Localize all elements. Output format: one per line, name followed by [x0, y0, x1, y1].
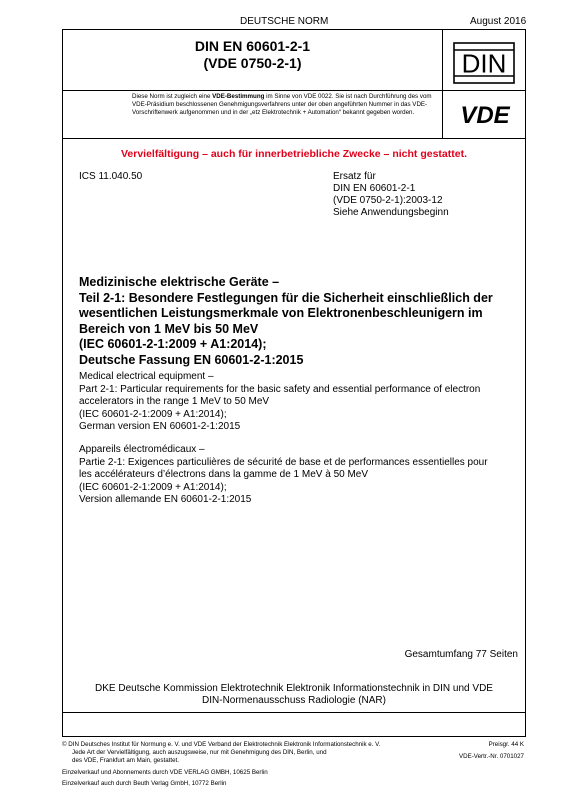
title-german-line: (IEC 60601-2-1:2009 + A1:2014); [79, 337, 267, 351]
divider-line [62, 138, 526, 139]
vde-note-text: im Sinne von VDE 0022. Sie ist nach Durchführung des vom VDE-Präsidium beschlossenen Genehmigungsverfahrens unter der oben angeführten Nummer in das VDE-Vorschriftenwerk aufgenommen und in der „etz Elektrotechnik + Automation“ bekannt gegeben worden. [132, 93, 432, 116]
copyright-notice [62, 741, 462, 765]
title-german-line: wesentlichen Leistungsmerkmale von Elektronenbeschleunigern im [79, 306, 483, 320]
vde-classification: (VDE 0750-2-1) [203, 55, 302, 71]
din-logo-icon [453, 42, 515, 84]
application-note: Siehe Anwendungsbeginn [333, 207, 449, 218]
issue-date: August 2016 [470, 16, 527, 27]
vde-note-emphasis: VDE-Bestimmung [212, 93, 265, 100]
copyright-line: des VDE, Frankfurt am Main, gestattet. [72, 757, 179, 764]
committee-line: DIN-Normenausschuss Radiologie (NAR) [202, 695, 386, 706]
replaced-vde-edition: (VDE 0750-2-1):2003-12 [333, 195, 443, 206]
title-french-line: les accélérateurs d’électrons dans la gamme de 1 MeV à 50 MeV [79, 469, 369, 480]
replaced-standard: DIN EN 60601-2-1 [333, 183, 416, 194]
sales-info: Einzelverkauf auch durch Beuth Verlag GmbH, 10772 Berlin [62, 780, 227, 787]
divider-line [62, 90, 526, 91]
title-french-line: Version allemande EN 60601-2-1:2015 [79, 494, 252, 505]
vde-logo-text: VDE [460, 102, 510, 126]
replacement-label: Ersatz für [333, 171, 376, 182]
title-english-line: Medical electrical equipment – [79, 371, 214, 382]
norm-type-label: DEUTSCHE NORM [240, 16, 329, 27]
title-french-line: (IEC 60601-2-1:2009 + A1:2014); [79, 481, 227, 493]
title-german-line: Deutsche Fassung EN 60601-2-1:2015 [79, 352, 304, 367]
title-german-line: Teil 2-1: Besondere Festlegungen für die Sicherheit einschließlich der [79, 290, 493, 305]
price-group: Preisgr. 44 K [488, 741, 524, 748]
designation-number: DIN EN 60601-2-1 [194, 38, 311, 54]
committee-line: DKE Deutsche Kommission Elektrotechnik Elektronik Informationstechnik in DIN und VDE [95, 683, 493, 694]
title-german-line: Bereich von 1 MeV bis 50 MeV [79, 321, 259, 336]
title-english-line: accelerators in the range 1 MeV to 50 MeV [79, 396, 270, 407]
title-french-line: Partie 2-1: Exigences particulières de sécurité de base et de performances essentielles pour [79, 456, 488, 468]
title-english [79, 371, 519, 434]
vde-order-number: VDE-Vertr.-Nr. 0701027 [459, 753, 524, 760]
vde-logo-icon [452, 102, 518, 126]
title-french [79, 444, 519, 507]
vde-note [132, 93, 434, 117]
copyright-line: Jede Art der Vervielfältigung, auch auszugsweise, nur mit Genehmigung des DIN, Berlin, und [72, 749, 327, 756]
sales-info: Einzelverkauf und Abonnements durch VDE VERLAG GMBH, 10625 Berlin [62, 769, 268, 776]
divider-line [62, 712, 526, 713]
din-logo-text: DIN [461, 48, 507, 79]
title-english-line: Part 2-1: Particular requirements for the basic safety and essential performance of electron [79, 383, 481, 395]
vde-note-text: Diese Norm ist zugleich eine [132, 93, 213, 100]
logo-column-divider [442, 29, 443, 138]
title-english-line: (IEC 60601-2-1:2009 + A1:2014); [79, 408, 227, 420]
title-german-line: Medizinische elektrische Geräte – [79, 275, 280, 289]
title-french-line: Appareils électromédicaux – [79, 444, 205, 455]
total-pages: Gesamtumfang 77 Seiten [404, 649, 518, 660]
title-german [79, 275, 519, 368]
copy-warning: Vervielfältigung – auch für innerbetriebliche Zwecke – nicht gestattet. [120, 148, 467, 160]
title-english-line: German version EN 60601-2-1:2015 [79, 421, 241, 432]
copyright-line: © DIN Deutsches Institut für Normung e. V. und VDE Verband der Elektrotechnik Elektronik Informationstechnik e. V. [62, 741, 381, 748]
ics-code: ICS 11.040.50 [79, 171, 143, 182]
